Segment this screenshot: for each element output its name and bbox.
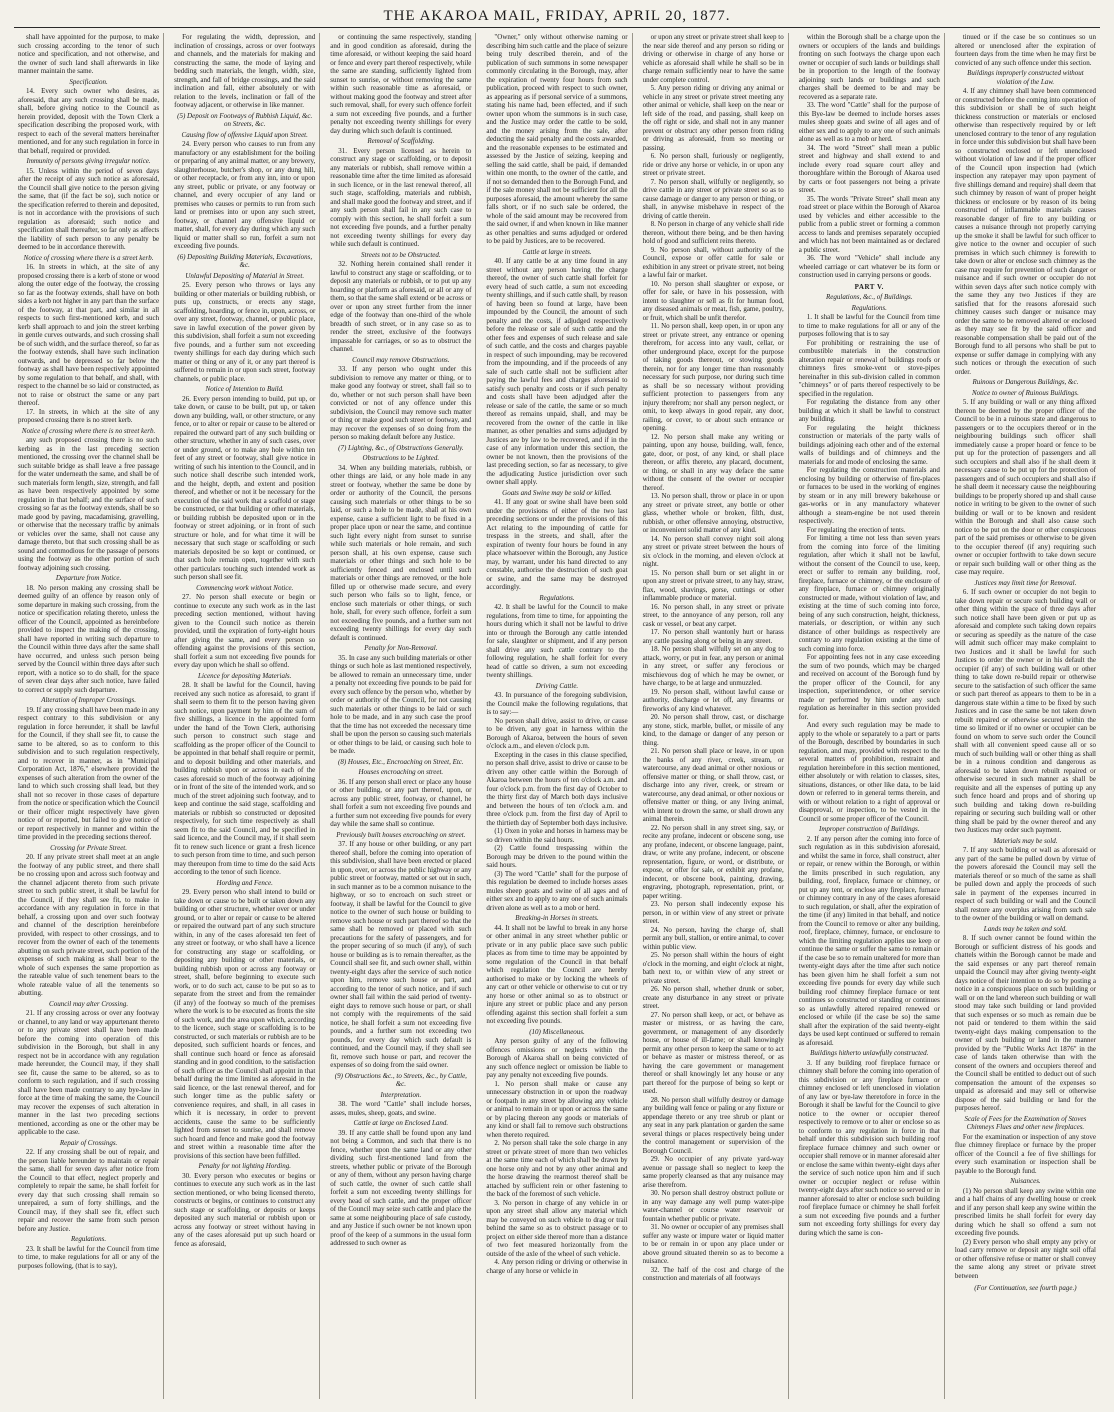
- paragraph: 3. No person in charge of any vehicle in or upon any street shall allow any material which may be conveyed on such vehicle to drag or trail behind the same so as to obstruct passage or to project on either side thereof more than a distance of two feet measured horizontally from the outside of the axle of the wheel of such vehicle.: [486, 1198, 628, 1258]
- paragraph: or continuing the same respectively, standing and in good condition as aforesaid, during the time aforesaid, or without keeping the said hoard or fence and every part thereof respectively, while the same are standing, sufficiently lighted from sunset to sunrise, or without removing the same within such reasonable time as aforesaid, or without making good the footway and street after such removal, shall, for every such offence forfeit a sum not exceeding five pounds, and a further penalty not exceeding twenty shillings for every day during which such default is continued.: [330, 33, 472, 135]
- column-7: [951, 33, 1100, 1399]
- paragraph: 3. If any building roof fireplace furnace or chimney shall before the coming into operation of this subdivision or any fireplace furnace or chimney enclosed or left unenclosed in violation of any law or bye-law theretofore in force in the Borough it shall be lawful for the Council to give notice to the owner or occupier thereof respectively to remove or to alter or enclose so as to conform to any regulation in force in that behalf under this subdivision such building roof fireplace furnace chimney and such owner or occupier shall remove or in manner aforesaid alter or enclose the same within twenty-eight days after the service of such notice upon him and if such owner or occupier neglect or refuse within twenty-eight days after such notice so served or in manner aforesaid to alter or enclose such building roof fireplace furnace or chimney he shall forfeit a sum not exceeding five pounds and a further sum not exceeding forty shillings for every day during which the same is con-: [798, 1058, 940, 1237]
- section-heading: (7) Lighting, &c., of Obstructions Generally.: [338, 443, 464, 452]
- section-heading: Notice of Intention to Build.: [205, 385, 284, 393]
- paragraph: For regulating the construction materials and enclosing by building or otherwise of fire-places or furnaces to be used in the working of engines by steam or in any mill brewery bakehouse or gas-works or in any manufactory whatever although a steam-engine be not used therein respectively.: [798, 466, 940, 525]
- paragraph: 27. No person shall execute or begin or continue to execute any such work as in the last preceding section mentioned, without having given to the Council such notice as therein provided, until the expiration of forty-eight hours after giving the same, and every person so offending against the provisions of this section, shall forfeit a sum not exceeding five pounds for every day upon which he shall so offend.: [174, 593, 316, 669]
- paragraph: For regulating the erection of tents.: [806, 525, 906, 534]
- paragraph: 18. No person shall wilfully set on any dog to attack, worry, or put in fear, any person or animal in any street, or suffer any ferocious or mischievous dog of which he may be owner, or have charge, to be at large and unmuzzled.: [642, 645, 784, 687]
- section-heading: Driving Cattle.: [535, 681, 579, 690]
- paragraph: For limiting a time not less than seven years from the coming into force of the limiting regulation, after which it shall not be lawful, without the consent of the Council to use, keep, erect or suffer to remain any building, roof, fireplace, furnace or chimney, or the enclosure of any fireplace, furnace or chimney originally constructed or made, without violation of law, and existing at the time of such coming into force, being of any such construction, height, thickness, materials, or description, or within any such distance of other buildings as respectively are contrary to any regulation existing at the time of such coming into force.: [798, 534, 940, 653]
- paragraph: 31. Every person licensed as herein to construct any stage or scaffolding, or to deposit any materials or rubbish, shall remove within a reasonable time after the time limited as aforesaid in such licence, or in the last renewal thereof, all such stage, scaffolding, materials and rubbish, and shall make good the footway and street, and if any such person shall fail in any such case to comply with this section, he shall forfeit a sum not exceeding five pounds, and a further penalty not exceeding twenty shillings for every day while such default is continued.: [330, 146, 472, 248]
- section-heading: Penalty for not lighting Hording.: [198, 1162, 291, 1170]
- paragraph: 23. No person shall indecently expose his person, in or within view of any street or private street.: [642, 900, 784, 925]
- paragraph: 32. The half of the cost and charge of the construction and materials of all footways: [642, 1265, 784, 1282]
- column-1: [14, 33, 164, 1399]
- section-heading: (8) Houses, Etc., Encroaching on Street, Etc.: [338, 757, 464, 766]
- paragraph: 5. If any building or wall or any thing affixed thereon be deemed by the proper officer of the Council to be in a ruinous state and dangerous to passengers or to the occupiers thereof or in the neighbouring buildings such officer shall immediately cause a proper hoard or fence to be put up for the protection of passengers and all such occupiers and shall also if he shall deem it necessary cause to be put up for the protection of passengers and of such occupiers and shall also if he shall deem it necessary cause the neighbouring buildings to be properly shored up and shall cause notice in writing to be given to the owner of such building or wall or to be known and resident within the Borough and shall also cause such notice to be put on the door or other conspicuous part of the said premises or otherwise to be given to the occupier thereof (if any) requiring such owner or occupier forthwith to take down secure or repair such building wall or other thing as the case may require.: [954, 398, 1096, 576]
- section-heading: Buildings hitherto unlawfully constructed.: [810, 1049, 929, 1057]
- paragraph: (2) Cattle found trespassing within the Borough may be driven to the pound within the said hours.: [486, 844, 628, 869]
- paragraph: 39. If any cattle shall be found upon any land not being a Common, and such that there is no fence, whether upon the same land or any other dividing such first-mentioned land from the streets, whether public or private of the Borough or any of them, without any person having charge of such cattle, the owner of such cattle shall forfeit a sum not exceeding twenty shillings for every head of such cattle, and the proper officer of the Council may seize such cattle and place the same at some neighbouring place of safe custody, and any Justice if such owner be not known upon proof of the keep of a summons in the usual form addressed to such owner as: [330, 1128, 472, 1247]
- paragraph: 14. No person shall convey night soil along any street or private street between the hours of six o'clock in the morning, and eleven o'clock at night.: [642, 534, 784, 568]
- paragraph: 34. When any building materials, rubbish, or other things are laid, or any hole made in any street or footway, whether the same be done by order or authority of the Council, the persons causing such materials or other things to be so laid, or such a hole to be made, shall at his own expense, cause a sufficient light to be fixed in a proper place upon or near the same, and continue such light every night from sunset to sunrise while such materials or hole remain, and such person shall, at his own expense, cause such materials or other things and such hole to be sufficiently fenced and enclosed until such materials or other things are removed, or the hole filled up or otherwise made secure, and every such person who fails so to light, fence, or enclose such materials or other things, or such hole, shall, for every such offence, forfeit a sum not exceeding five pounds, and a further sum not exceeding twenty shillings for every day such default is continued.: [330, 463, 472, 642]
- paragraph: 35. In case any such building materials or other things or such hole as last mentioned respectively, be allowed to remain an unnecessary time, under a penalty not exceeding five pounds to be paid for every such offence by the person who, whether by order or authority of the Council, for not causing such materials or other things to be laid or such hole to be made, and in any such case the proof that the time has not exceeded the necessary time shall be upon the person so causing such materials or other things to be laid, or causing such hole to be made.: [330, 653, 472, 755]
- paragraph: 24. No person, having the charge of, shall permit any bull, stallion, or entire animal, to cover within public view.: [642, 925, 784, 951]
- paragraph: 21. If any crossing across or over any footway or channel, to any land or way appurtenant thereto or to any private street shall have been made before the coming into operation of this subdivision in the Borough, but shall in any respect not be in accordance with any regulation made hereunder, the Council may, if they shall see fit, cause the same to be altered, so as to conform to such regulation, and if such crossing shall have been made contrary to any bye-law in force at the time of making the same, the Council may recover the expenses of such alteration in manner in the last two preceding sections mentioned, according as one or the other may be applicable to the case.: [18, 1009, 160, 1136]
- paragraph: 32. Nothing herein contained shall render it lawful to construct any stage or scaffolding, or to deposit any materials or rubbish, or to put up any hoarding or platform as aforesaid, or all or any of them, so that the same shall extend or be across or over or upon any street further from the inner edge of the footway than one-third of the whole breadth of such street, or in any case so as to render the street, exclusive of the footways impassable for carriages, or so as to obstruct the channel.: [330, 260, 472, 353]
- section-heading: Notice to owner of Ruinous Buildings.: [971, 388, 1079, 397]
- paragraph: 24. Every person who causes to run from any manufactory or any establishment for the boiling or preparing of any animal matter, or any brewery, slaughterhouse, butcher's shop, or any dung hill, or other receptacle, or from any inn, into or upon any street, public or private, or any footway or channel, and every occupier of any land or premises who causes or permits to run from such land or premises into or upon any such street, footway, or channel any offensive liquid or matter, shall, for every day during which any such liquid or matter shall so run, forfeit a sum not exceeding five pounds.: [174, 140, 316, 250]
- paragraph: 8. No person in charge of any vehicle shall ride thereon, without there being, and be then having hold of good and sufficient reins thereto.: [642, 220, 784, 245]
- paragraph: (1) Oxen in yoke and horses in harness may be so driven within the said hours.: [486, 827, 628, 844]
- paragraph: 26. No person shall, whether drunk or sober, create any disturbance in any street or private street.: [642, 985, 784, 1010]
- paragraph: 7. No person shall, wilfully or negligently, so drive cattle in any street or private street so as to cause damage or danger to any person or thing, or shall, in anywise misbehave in respect of the driving of cattle therein.: [642, 177, 784, 220]
- paragraph: 2. If any person after the coming into force of such regulation as in this subdivision aforesaid, and whilst the same in force, shall construct, alter or repair, or renew within the Borough, or within the limits prescribed in such regulation, any building, roof, fireplace, furnace or chimney, or put up any tent, or enclose any fireplace, furnace or chimney contrary in any of the cases aforesaid to such regulation, or shall, after the expiration of the time (if any) limited in that behalf, and notice from the Council to remove or alter any building, roof, fireplace, chimney, furnace, or enclosure to which the limiting regulation applies use keep or continue the same or suffer the same to remain or if the case be so to remain unaltered for more than twenty-eight days after the time after such notice has been given him he shall forfeit a sum not exceeding five pounds for every day while such building roof chimney fireplace furnace or tent continues so constructed or standing or continues so as unlawfully altered repaired renewed or enclosed or while (if the case be so) the same shall after the expiration of the said twenty-eight days be used kept continued or suffered to remain as aforesaid.: [798, 834, 940, 1047]
- paragraph: No person shall drive, assist to drive, or cause to be driven, any goat in harness within the Borough of Akaroa, between the hours of seven o'clock a.m., and eleven o'clock p.m.: [486, 716, 628, 750]
- paragraph: 43. In pursuance of the foregoing subdivision, the Council make the following regulations, that is to say:—: [486, 691, 628, 716]
- paragraph: (1) No person shall keep any swine within one and a half chains of any dwelling house or creek and if any person shall keep any swine within the prescribed limits he shall forfeit for every day during which he shall so offend a sum not exceeding five pounds.: [954, 1186, 1096, 1237]
- paragraph: 4. If any chimney shall have been commenced or constructed before the coming into operation of this subdivision or shall be of such height thickness construction or materials or enclosed otherwise than respectively required by or left unenclosed contrary to the tenor of any regulation in force under this subdivision but shall have been so constructed enclosed or left unenclosed without violation of law and if the proper officer of the Council upon inspection had (which inspection any ratepayer may upon payment of five shillings demand and require) shall deem that such chimney by reason of want of proper height thickness or enclosure or by reason of its being constructed of inflammable materials causes reasonable danger of fire to any building or causes a nuisance through not properly carrying up the smoke it shall be lawful for such officer to give notice to the owner and occupier of such premises in which such chimney is forewith to take down or alter or enclose such chimney as the case may require for prevention of such danger or nuisance and if such owner or occupier do not within seven days after such notice comply with the same they any two Justices if they are satisfied that for the reasons aforesaid such chimney causes such danger or nuisance may order the same to be removed altered or enclosed as they may see fit by the said officer and reasonable compensation shall be paid out of the Borough fund to all persons who shall be put to expense or suffer damage in complying with any such notices or through the execution of such order.: [954, 87, 1096, 376]
- paragraph: For regulating the distance from any other building at which it shall be lawful to construct any building.: [798, 398, 940, 423]
- section-heading: Justices may limit time for Removal.: [974, 578, 1077, 587]
- section-heading: (9) Obstructions &c., to Streets, &c., by Cattle, &c.: [334, 1071, 467, 1088]
- paragraph: 44. It shall not be lawful to break in any horse or other animal in any street whether public or private or in any public place save such public places as from time to time may be appointed by some regulation of the Council in that behalf which regulation the Council are hereby authorised to make or by locking the wheels of any cart or other vehicle or otherwise to cut or try any horse or other animal so as to obstruct or injure any street or public place and any person offending against this section shall forfeit a sum not exceeding five pounds.: [486, 923, 628, 1025]
- section-heading: Goats and Swine may be sold or killed.: [502, 488, 612, 497]
- section-heading: Penalty for Non-Removal.: [364, 644, 438, 652]
- paragraph: 34. The word "Street" shall mean a public street and highway and shall extend to and include every road square court alley and thoroughfare within the Borough of Akaroa used by carts or foot passengers not being a private street.: [798, 143, 940, 194]
- paragraph: 9. No person shall, without authority of the Council, expose or offer cattle for sale or exhibition in any street or private street, not being a lawful fair or market.: [642, 245, 784, 279]
- section-heading: Cattle at large on Enclosed Land.: [353, 1119, 449, 1127]
- paragraph: 36. If any person shall erect or place any house or other building, or any part thereof, upon, or across any public street, footway, or channel, he shall forfeit a sum not exceeding five pounds and a further sum not exceeding five pounds for every day while the same shall so continue.: [330, 777, 472, 828]
- masthead-rule: [14, 27, 1100, 28]
- paragraph: 1. It shall be lawful for the Council from time to time to make regulations for all or any of the purposes following that is to say: [798, 313, 940, 338]
- paragraph: 30. No person shall destroy obstruct pollute or in any way damage any well pump water-pipe water-channel or course water reservoir or fountain whether public or private.: [642, 1189, 784, 1223]
- paragraph: 29. No occupier of any private yard-way avenue or passage shall so neglect to keep the same properly cleansed as that any nuisance may arise therefrom.: [642, 1155, 784, 1189]
- paragraph: 12. No person shall make any writing or painting, upon any house, building, wall, fence, gate, door, or post, of any kind, or shall place thereon, or affix thereto, any placard, document, or thing, or shall in any way deface the same without the consent of the owner or occupier thereof.: [642, 432, 784, 492]
- section-heading: Improper construction of Buildings.: [819, 825, 920, 833]
- paragraph: 20. If any private street shall meet at an angle the footway of any public street, and there shall be no crossing upon and across such footway and the channel adjacent thereto from such private street to such public street, it shall be lawful for the Council, if they shall see fit, to make in accordance with any regulation in force in that behalf, a crossing upon and over such footway and channel of the description hereinbefore provided, with respect to other crossings, and to recover from the owner of each of the tenements abutting on such private street, such portion of the expenses of such making as shall bear to the whole of such expenses the same proportion as the rateable value of such tenement bears to the whole rateable value of all the tenements so abutting.: [18, 853, 160, 997]
- paragraph: 26. Every person intending to build, put up, or take down, or cause to be built, put up, or taken down any building, wall, or other structure, or any fence, or to alter or repair or cause to be altered or repaired the outward part of any such building or other structure, whether in any of such cases, over or under ground, or to make any hole within ten feet of any street or footway, shall give notice in writing of such his intention to the Council, and in such notice shall describe such intended work, and the height, depth, and extent and position thereof, and whether or not it be necessary for the execution of the said work that a scaffold or stage be constructed, or that building or other materials, or building rubbish be deposited upon or in the footway or street adjoining, or in front of such structure or hole, and for what time it will be necessary that such stage or scaffolding or such materials deposited be so kept or continued, or that such hole remain open, together with such other particulars touching such intended work as such person shall see fit.: [174, 394, 316, 581]
- paragraph: 11. No person shall, keep open, in or upon any street or private street, any entrance or opening therefrom, for access into any vault, cellar, or other underground place, except for the purpose of taking goods thereout, or stowing goods therein, nor for any longer time than reasonably necessary for such purpose, nor during such time as shall be so necessary without providing sufficient protection to passengers from any injury therefrom; nor shall any person neglect, or omit, to keep always in good repair, any door, railing, or cover, to or about such entrance or opening.: [642, 322, 784, 432]
- paragraph: 14. Every such owner who desires, as aforesaid, that any such crossing shall be made, shall, before giving notice to the Council as herein provided, deposit with the Town Clerk a specification describing the proposed work, with respect to each of the several matters hereinafter mentioned, and for any such regulation in force in that behalf, required or provided.: [18, 87, 160, 155]
- paragraph: 8. If such owner cannot be found within the Borough or sufficient distress of his goods and chattels within the Borough cannot be made and the said expenses or any part thereof remain unpaid the Council may after giving twenty-eight days notice of their intention to do so by posting a notice in a conspicuous place on such building or wall or on the land whereon such building or wall stood may take such building or land provided that such expenses or so much as remain due be not paid or tendered to them within the said twenty-eight days making compensation to the owner of such building or land in the manner provided by the "Public Works Act 1876" in the case of lands taken otherwise than with the consent of the owners and occupiers thereof and the Council shall be entitled to deduct out of such compensation the amount of the expenses so unpaid as aforesaid and may sell or otherwise dispose of the said building or land for the purposes hereof.: [954, 934, 1096, 1112]
- paragraph: 29. Every person who shall intend to build or take down or cause to be built or taken down any building or other structure, whether over or under ground, or to alter or repair or cause to be altered or repaired the outward part of any such structure within, in any of the cases aforesaid ten feet of any street or footway, or who shall have a licence for constructing any stage or scaffolding, or depositing any building or other materials, or building rubbish upon or across any footway or street, shall, before beginning to execute such work, or to do such act, cause to be put so as to separate from the street and from the remainder (if any) of the footway so much of the premises where the work is to be executed as fronts the site of such work, and the area upon which, according to the licence, such stage or scaffolding is to be constructed, or such materials or rubbish are to be deposited, such sufficient hoards or fences, and shall continue such hoard or fence as aforesaid standing and in good condition, to the satisfaction of such officer as the Council shall appoint in that behalf during the time limited as aforesaid in the said licence, or the last renewal thereof, and for such longer time as the public safety or convenience requires, and shall, in all cases in which it is necessary, in order to prevent accidents, cause the same to be sufficiently lighted from sunset to sunrise, and shall remove such hoard and fence and make good the footway and street within a reasonable time after the provisions of this section have been fulfilled.: [174, 888, 316, 1160]
- section-heading: Regulations.: [851, 303, 887, 312]
- section-heading: Unlawful Depositing of Material in Street.: [185, 271, 305, 280]
- section-heading: Regulations, &c., of Buildings.: [826, 293, 913, 301]
- paragraph: 5. Any person riding or driving any animal or vehicle in any street or private street meeting any other animal or vehicle, shall keep on the near or left side of the road, and passing, shall keep on the off right or side, and shall not in any manner prevent or obstruct any other person from riding or driving as aforesaid, from so meeting or passing.: [642, 84, 784, 152]
- masthead: THE AKAROA MAIL, FRIDAY, APRIL 20, 1877.: [383, 8, 731, 24]
- section-heading: Scale of Fees for the Examination of Stoves Chimneys Flues and other new fireplaces.: [964, 1114, 1087, 1131]
- paragraph: 27. No person shall keep, or act, or behave as master or mistress, or as having the care, government, or management of any disorderly house, or house of ill-fame; or shall knowingly permit any other person to keep the same or to act or behave as master or mistress thereof, or as having the care government or management thereof or shall knowingly let any house or any part thereof for the purpose of being so kept or used.: [642, 1010, 784, 1095]
- paragraph: (2) Every person who shall empty any privy or load carry remove or deposit any night soil offal or other offensive refuse or matter or shall convey the same along any street or private street between: [954, 1237, 1096, 1280]
- paragraph: 19. If any crossing shall have been made in any respect contrary to this subdivision or any regulation in force hereunder, it shall be lawful for the Council, if they shall see fit, to cause the same to be altered, so as to conform to this subdivision and to such regulation respectively, and to recover in manner, as in "Municipal Corporation Act, 1876," elsewhere provided the expenses of such alteration from the owner of the land to which such crossing shall lead, but they shall not so recover in those cases of departure from the notice or specification which the Council or their officer might respectively have given notice of or reported, but failed to give notice of or report respectively in manner and within the time provided in the preceding sections thereof.: [18, 705, 160, 841]
- continuation-note: (For Continuation, see fourth page.): [974, 1284, 1077, 1292]
- paragraph: 28. No person shall wilfully destroy or damage any building wall fence or paling or any fixture or appendage thereto or any tree shrub or plant or any seat in any park plantation or garden the same several things or places respectively being under the control management or supervision of the Borough Council.: [642, 1095, 784, 1155]
- paragraph: 19. No person shall, without lawful cause or authority, discharge or let off, any firearms or fireworks of any kind whatever.: [642, 687, 784, 713]
- paragraph: For regulating the height thickness construction or materials of the party walls of buildings adjoining each other and of the external walls of buildings and of chimneys and the materials for and mode of enclosing the same.: [798, 423, 940, 466]
- section-heading: Materials may be sold.: [993, 836, 1058, 845]
- section-heading: Ruinous or Dangerous Buildings, &c.: [972, 378, 1079, 386]
- paragraph: And every such regulation may be made to apply to the whole or separately to a part or parts of the Borough, described by boundaries in such regulation, and may, provided with respect to the several matters of prohibition, restraint and regulation hereinbefore in this section mentioned, either absolutely or with relation to classes, sites, situations, distances, or other like data, to be laid down or referred to in general terms therein, and with or without relation to a right of approval or disapproval, or inspection, to be vested in the Council or some proper officer of the Council.: [798, 721, 940, 823]
- column-6: [795, 33, 945, 1399]
- paragraph: 22. If any crossing shall be out of repair, and the person liable hereunder to maintain or repair the same, shall for seven days after notice from the Council to that effect, neglect properly and completely to repair the same, he shall forfeit for every day that such crossing shall remain so unrepaired, a sum of forty shillings, and the Council may, if they shall see fit, effect such repair and recover the same from such person before any Justice.: [18, 1148, 160, 1233]
- paragraph: 33. If any person who ought under this subdivision to remove any matter or thing, or to make good any footway or street, shall fail so to do, whether or not such person shall have been convicted or not of any offence under this subdivision, the Council may remove such matter or thing or make good such street or footway, and may recover the expenses of so doing from the person so making default before any Justice.: [330, 365, 472, 441]
- paragraph: For regulating the width, depression, and inclination of crossings, across or over footways and channels, and the materials for making and constructing the same, the mode of laying and bedding such materials, the length, width, size, strength, and fall of bridge crossings, and the said inclination and fall, either absolutely or with relation to the levels, inclination or fall of the footway adjacent, or otherwise in like manner.: [174, 33, 316, 109]
- paragraph: shall have appointed for the purpose, to make such crossing according to the tenor of such notice and specification, and not otherwise, and the owner of such land shall afterwards in like manner maintain the same.: [18, 33, 160, 75]
- section-heading: Notice of crossing where there is a street kerb.: [23, 253, 154, 262]
- paragraph: For prohibiting or restraining the use of combustible materials in the construction alteration repair or renewal of buildings roofs or chimneys fires smoke-vent or stove-pipes hereinafter in this sub-division called in common "chimneys" or of parts thereof respectively to be specified in the regulation.: [798, 338, 940, 398]
- paragraph: Any person guilty of any of the following offences omissions or neglects within the Borough of Akaroa shall on being convicted of any such offence neglect or omission be liable to pay any penalty not exceeding five pounds.: [486, 1037, 628, 1079]
- paragraph: 23. It shall be lawful for the Council from time to time, to make regulations for all or any of the purposes following, (that is to say),: [18, 1244, 160, 1270]
- part-heading: PART V.: [854, 282, 884, 291]
- section-heading: Repair of Crossings.: [59, 1138, 118, 1147]
- paragraph: 42. It shall be lawful for the Council to make regulations, from time to time, for appointing the hours during which it shall not be lawful to drive into or through the Borough any cattle intended for sale, slaughter or shipment, and if any person shall drive any such cattle contrary to the following regulation, he shall forfeit for every head of cattle so driven, a sum not exceeding twenty shillings.: [486, 603, 628, 679]
- section-heading: Nuisances.: [1010, 1177, 1041, 1185]
- section-heading: Licence for depositing Materials.: [198, 671, 292, 680]
- paragraph: 6. If such owner or occupier do not begin to take down repair or secure such building wall or other thing within the space of three days after such notice shall have been given or put up as aforesaid and complete such taking down repairs or securing as speedily as the nature of the case will admit such officer may make complaint to two Justices and it shall be lawful for such Justices to order the owner or in his default the occupier (if any) of such building wall or other thing to take down re-build repair or otherwise secure to the satisfaction of such officer the same or such part thereof as appears to them to be in a dangerous state within a time to be fixed by such Justices and in case the same be not taken down rebuilt repaired or otherwise secured within the time so limited or if no owner or occupier can be found on whom to serve such order the Council shall with all convenient speed cause all or so much of such building wall or other thing as shall be in a ruinous condition and dangerous as aforesaid to be taken down rebuilt repaired or otherwise secured in such manner as shall be requisite and all the expenses of putting up any such fence hoard and props and of shoring up such building and taking down re-building repairing or securing such building wall or other thing shall be paid by the owner thereof and any two Justices may order such payment.: [954, 588, 1096, 834]
- section-heading: Alteration of Improper Crossings.: [41, 696, 136, 704]
- paragraph: 36. The word "Vehicle" shall include any wheeled carriage or cart whatever be its form or construction used in carrying persons or goods.: [798, 254, 940, 279]
- paragraph: 16. In streets in which, at the site of any proposed crossing there is a kerb of stone or wood along the outer edge of the footway, the crossing so far as the footway extends, shall have on both sides a kerb not higher in any part than the surface of the footway, at that part, and similar in all respects to such first-mentioned kerb, and such kerb shall approach to and join the street kerbing in gentle curves outwards, and such crossing shall be of such width, and the surface thereof, so far as the footway extends, shall have such inclination outwards, and be depressed so far below the footway as shall have been respectively appointed by some regulation to that behalf, and shall, with respect to the channel be so laid or constructed, as not to raise or obstruct the same or any part thereof.: [18, 263, 160, 407]
- section-heading: Causing flow of offensive Liquid upon Street.: [181, 130, 308, 139]
- paragraph: tinued or if the case be so continues so un altered or unenclosed after the expiration of fourteen days from the time when he may first be convicted of any such offence under this section.: [954, 33, 1096, 67]
- section-heading: (5) Deposit on Footways of Rubbish Liquid, &c. on Streets, &c.: [177, 111, 313, 128]
- paragraph: 20. No person shall throw, cast, or discharge any stone, stick, marble, bullet, or missile of any kind, to the damage or danger of any person or thing.: [642, 713, 784, 747]
- section-heading: Notice of crossing where there is no street kerb.: [21, 426, 156, 435]
- section-heading: Streets not to be Obstructed.: [361, 250, 441, 259]
- paragraph: 7. If any such building or wall as aforesaid or any part of the same be pulled down by virtue of the powers aforesaid the Council may sell the materials thereof or so much of the same as shall be pulled down and apply the proceeds of such sale in payment of the expenses incurred in respect of such building or wall and the Council shall restore any overplus arising from such sale to the owner of the building or wall on demand.: [954, 846, 1096, 922]
- paragraph: 15. Unless within the period of seven days after the receipt of any such notice as aforesaid, the Council shall give notice to the person giving the same, that (if the fact be so), such notice or the specification referred to therein and deposited, is not in accordance with the provisions of such regulation as aforesaid; such notice and specification shall thereafter, so far only as affects the liability of such person to any penalty be deemed to be in accordance therewith.: [18, 166, 160, 251]
- paragraph: 2. No person shall take the sole charge in any street or private street of more than two vehicles at the same time each of which shall be drawn by one horse only and not by any other animal and the horse drawing the rearmost thereof shall be attached by sufficient rein or other fastening to the back of the foremost of such vehicle.: [486, 1139, 628, 1198]
- paragraph: 18. No person making any crossing shall be deemed guilty of an offence by reason only of some departure in making such crossing, from the notice or specification relating thereto, unless the officer of the Council, appointed as hereinbefore provided to inspect the making of the crossing, shall have reported in writing such departure to the Council within three days after the same shall have occurred, and unless such person being served by the Council within three days after such report, with a notice so to do shall, for the space of seven clear days after such notice, have failed to correct or supply such departure.: [18, 583, 160, 694]
- paragraph: 16. No person shall, in any street or private street, to the annoyance of any person, roll any cask or vessel, or beat any carpet.: [642, 602, 784, 628]
- section-heading: Commencing work without Notice.: [196, 583, 294, 592]
- column-2: [170, 33, 320, 1399]
- paragraph: 38. The word "Cattle" shall include horses, asses, mules, sheep, goats, and swine.: [330, 1100, 472, 1117]
- paragraph: 35. The words "Private Street" shall mean any road street or place within the Borough of Akaroa used by vehicles and either accessible to the public from a public street or forming a common access to lands and premises separately occupied and which has not been maintained as or declared a public street.: [798, 194, 940, 254]
- paragraph: 33. The word "Cattle" shall for the purpose of this Bye-law be deemed to include horses asses mules sheep goats and swine of all ages and of either sex and to apply to any one of such animals alone as well as to a mob or herd.: [798, 101, 940, 143]
- paragraph: (3) The word "Cattle" shall for the purpose of this regulation be deemed to include horses asses mules sheep goats and swine of all ages and of either sex and to apply to any one of such animals driven alone as well as to a mob or herd.: [486, 869, 628, 912]
- paragraph: For appointing fees not in any case exceeding the sum of two pounds, which may be charged and received on account of the Borough fund by the proper officer of the Council, for any inspection, superintendence, or other service made or performed by him under any such regulation as hereinafter in this section provided for.: [798, 653, 940, 721]
- section-heading: Crossing for Private Street.: [50, 843, 127, 852]
- section-heading: Regulations.: [70, 1235, 107, 1243]
- paragraph: 10. No person shall slaughter or expose, or offer for sale, or have in his possession, with intent to slaughter or sell as fit for human food, any diseased animals or meat, fish, game, poultry, or fruit, which shall be unfit therefor.: [642, 279, 784, 322]
- section-heading: Hording and Fence.: [216, 878, 273, 887]
- paragraph: any such proposed crossing there is no such kerbing as in the last preceding section mentioned, the crossing over the channel shall be such suitable bridge as shall leave a free passage for the water underneath the same, and shall be of such materials form length, size, strength, and fall as have been respectively appointed by some regulation in that behalf; and the surface of such crossing so far as the footway extends, shall be so made good by paving, macadamising, gravelling, or otherwise that the necessary traffic by animals or vehicles over the same, shall not cause any damage thereto, but that such crossing shall be as sound and commodious for the passage of persons using the footway as the other portion of such footway adjoining such crossing.: [18, 436, 160, 572]
- section-heading: Immunity of persons giving irregular notice.: [26, 157, 151, 165]
- paragraph: 41. If any goat or swine shall have been sold under the provisions of either of the two last preceding sections or under the provisions of this Act relating to the impounding of cattle for trespass in the streets, and shall, after the expiration of twenty four hours be found in any place whatsoever within the Borough, any Justice may, by warrant, under his hand directed to any constable, authorise the destruction of such goat or swine, and the same may be destroyed accordingly.: [486, 498, 628, 591]
- column-5: [639, 33, 789, 1399]
- paragraph: within the Borough shall be a charge upon the owners or occupiers of the lands and buildings fronting on such footways the charge upon each owner or occupier of such lands or buildings shall be in proportion to the length of the footway adjoining such lands or buildings and such charges shall be deemed to be and may be recovered as a separate rate.: [798, 33, 940, 101]
- section-heading: Specification.: [69, 77, 108, 86]
- paragraph: 25. No person shall within the hours of eight o'clock in the morning, and eight o'clock at night, bath next to, or within view of any street or private street.: [642, 951, 784, 985]
- paragraph: 30. Every person who executes or begins or continues to execute any such work as in the last section mentioned, or who being licensed thereto, constructs or begins, or continues to construct any such stage or scaffolding, or deposits or keeps deposited any such material or rubbish upon or across any footway or street without having in any of the cases aforesaid put up such hoard or fence as aforesaid,: [174, 1171, 316, 1248]
- paragraph: 21. No person shall place or leave, in or upon the banks of any river, creek, stream, or watercourse, any dead animal or other noxious or offensive matter or thing, or shall throw, cast, or discharge into any river, creek, or stream or watercourse, any dead animal, or other noxious or offensive matter or thing, or any living animal, with intent to drown the same, or shall drown any animal therein.: [642, 747, 784, 823]
- section-heading: Cattle at large in streets.: [522, 247, 592, 256]
- paragraph: 25. Every person who throws or lays any building or other materials or building rubbish, or puts up, constructs, or erects any stage, scaffolding, hoarding, or fence in, upon, across, or over any street, footway, channel, or public place, save in lawful execution of the power given by this subdivision, shall forfeit a sum not exceeding five pounds, and a further sum not exceeding twenty shillings for each day during which such matter or thing or any of it, or any part thereof is suffered to remain in or upon such street, footway channels, or public place.: [174, 281, 316, 383]
- paragraph: 15. No person shall burn or set alight in or upon any street or private street, to any hay, straw, flax, wood, shavings, gorse, cuttings or other inflammable produce or material.: [642, 568, 784, 602]
- section-heading: Removal of Scaffolding.: [367, 137, 435, 145]
- column-3: [326, 33, 476, 1399]
- paragraph: 17. In streets, in which at the site of any proposed crossing there is no street kerb.: [18, 407, 160, 424]
- columns: [14, 33, 1100, 1399]
- section-heading: Breaking-in Horses in streets.: [515, 914, 599, 922]
- paragraph: 4. Any person riding or driving or otherwise in charge of any horse or vehicle in: [486, 1258, 628, 1275]
- section-heading: Buildings improperly constructed without violation of the Law.: [967, 69, 1084, 86]
- paragraph: 22. No person shall in any street sing, say, or recite any profane, indecent or obscene song, use any profane, indecent, or obscene language, paint, draw, or write any profane, indecent, or obscene representation, figure, or word, or distribute, or expose, or offer for sale, or exhibit any profane, indecent, or obscene book, painting, drawing, engraving, photograph, representation, print, or paper writing.: [642, 823, 784, 900]
- section-heading: Houses encroaching on street.: [358, 768, 444, 776]
- paragraph: or upon any street or private street shall keep to the near side thereof and any person so riding or driving or otherwise in charge of any horse or vehicle as aforesaid shall while he shall so be in charge remain sufficiently near to have the same under complete control.: [642, 33, 784, 84]
- paragraph: "Owner," only without otherwise naming or describing him such cattle and the place of seizure being truly described therein, and of the publication of such summons in some newspaper commonly circulating in the Borough, may, after the expiration of twenty four hours from such publication, proceed with respect to such owner, as appearing as if personal service of a summons, stating his name had, been effected, and if such owner upon whom the summons is in such case, and the Justice may order the cattle to be sold, and the money arising from the sale, after deducting the said penalty and the costs awarded, and the reasonable expenses to be estimated and assessed by the Justice of seizing, keeping and selling the said cattle, shall be paid, if demanded within one month, to the owner of the cattle, and if not so demanded then to the Borough Fund, and if the sale money shall not be sufficient for all the purposes aforesaid, the amount whereby the same falls short, or if no such sale be ordered, the whole of the said amount may be recovered from the said owner, if and when known in like manner as other penalties and sums adjudged or ordered to be paid by Justices, are to be recovered.: [486, 33, 628, 245]
- section-heading: Regulations.: [539, 593, 575, 602]
- paragraph: 6. No person shall, furiously or negligently, ride or drive any horse or vehicle, in or upon any street or private street.: [642, 152, 784, 177]
- paragraph: Excepting in the cases in this clause specified, no person shall drive, assist to drive or cause to be driven any other cattle within the Borough of Akaroa between the hours of ten o'clock a.m. and four o'clock p.m. from the first day of October to the thirty first day of March both days inclusive and between the hours of ten o'clock a.m. and three o'clock p.m. from the first day of April to the thirtieth day of September both days inclusive.: [486, 750, 628, 827]
- section-heading: Obstructions to be Lighted.: [362, 454, 440, 462]
- paragraph: 1. No person shall make or cause any unnecessary obstruction in or upon the roadway or footpath in any street by allowing any vehicle or animal to remain in or upon or across the same or by placing thereon any goods or materials of any kind or shall fail to remove such obstructions when thereto required.: [486, 1079, 628, 1139]
- paragraph: 17. No person shall wantonly hurt or harass any cattle passing along or being in any street.: [642, 628, 784, 645]
- section-heading: Departure from Notice.: [55, 574, 122, 582]
- paragraph: 40. If any cattle be at any time found in any street without any person having the charge thereof, the owner of such cattle shall forfeit for every head of such cattle, a sum not exceeding twenty shillings, and if such cattle shall, by reason of having been so found at large, have been impounded by the Council, the amount of such penalty and the costs, if adjudged respectively before the release or sale of such cattle and the other fees and expenses of such release and sale of such cattle, and the costs and charges payable in respect of such impounding, may be recovered from the impounding, and if the proceeds of any sale of such cattle shall not be sufficient after paying the lawful fees and charges aforesaid to satisfy such penalty and costs or if such penalty and costs shall have been adjudged after the release or sale of the cattle, the same or so much thereof as remains unpaid, shall, and may be recovered from the owner of the cattle in like manner, as other penalties and sums adjudged by Justices are by law to be recovered, and if in the case of any information under this section, the owner be not known, then the provisions of the last preceding section, so far as necessary, to give the adjudicating Justice jurisdiction over such owner shall apply.: [486, 257, 628, 486]
- section-heading: Interpretation.: [380, 1090, 422, 1099]
- section-heading: Council may alter Crossing.: [49, 999, 129, 1008]
- paragraph: 28. It shall be lawful for the Council, having received any such notice as aforesaid, to grant if shall seem to them fit to the person having given such notice, upon payment by him of the sum of five shillings, a licence in the appointed form under the hand of the Town Clerk, authorising such person to construct such stage and scaffolding as the proper officer of the Council to be appointed in that behalf shall require or permit, and to deposit building and other materials, and building rubbish upon or across in each of the cases aforesaid so much of the footway adjoining or in front of the site of the intended work, and so much of the street adjoining such footway, and to keep and continue the said stage, scaffolding and materials or rubbish so constructed or deposited respectively, for such time respectively as shall seem fit to the said Council, and be specified in said licence, and the Council may, if it shall seem fit to renew such licence or grant a fresh licence to such person from time to time, and such person may thereupon from time to time do the said Acts according to the tenor of such licence.: [174, 681, 316, 876]
- section-heading: (6) Depositing Building Materials, Excavations, &c.: [177, 252, 313, 269]
- section-heading: Council may remove Obstructions.: [352, 355, 450, 364]
- paragraph: For the examination or inspection of any stove flue chimney fireplace or furnace by the proper officer of the Council a fee of five shillings for every such examination or inspection shall be payable to the Borough fund.: [954, 1132, 1096, 1175]
- paragraph: 37. If any house or other building, or any part thereof shall, before the coming into operation of this subdivision, shall have been erected or placed in upon, over, or across the public highway or any public street or footway, matted or set out in such, in such manner as to be a common nuisance to the highway, or so to encroach on such street or footway, it shall be lawful for the Council to give notice to the owner of such house or building to remove such house or such part thereof so that the same shall be removed or placed with such precautions for the safety of passengers, and for the proper securing of so much (if any), of such house or building as is to remain thereafter, as the Council shall see fit, and such owner shall, within twenty-eight days after the service of such notice upon him, remove such house or part, and according to the tenor of such notice, and if such owner shall fail within the said period of twenty-eight days to remove such house or part, or shall not comply with the requirements of the said notice, he shall forfeit a sum not exceeding five pounds, and a further sum not exceeding two pounds, for every day which such default is continued, and the Council may, if they shall see fit, remove such house or part, and recover the expenses of so doing from the said owner.: [330, 840, 472, 1069]
- paragraph: 31. No owner or occupier of any premises shall suffer any waste or impure water or liquid matter to be or remain in or upon any place under or above ground situated therein so as to become a nuisance.: [642, 1223, 784, 1265]
- paragraph: 13. No person shall, throw or place in or upon any street or private street, any bottle or other glass, whether whole or broken, filth, dust, rubbish, or other offensive annoying, obstructive, or inconvenient solid matter of any kind.: [642, 492, 784, 534]
- section-heading: Previously built houses encroaching on street.: [336, 830, 466, 839]
- section-heading: Lands may be taken and sold.: [983, 924, 1068, 933]
- section-heading: (10) Miscellaneous.: [529, 1027, 585, 1036]
- column-4: [482, 33, 632, 1399]
